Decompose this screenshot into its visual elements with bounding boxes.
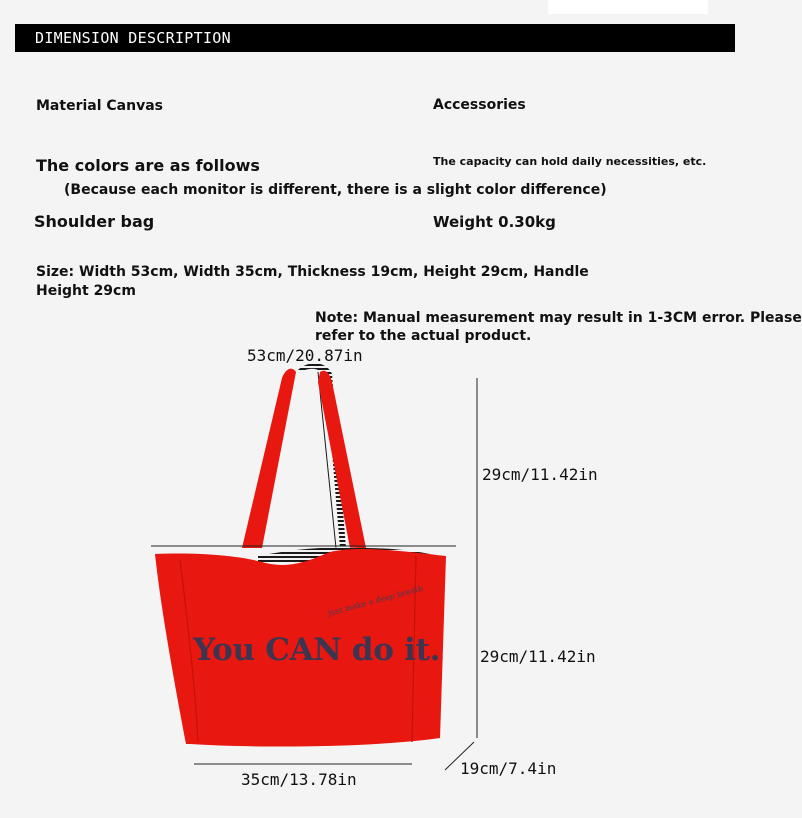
top-width-label: 53cm/20.87in xyxy=(247,346,363,365)
section-header: DIMENSION DESCRIPTION xyxy=(15,24,735,52)
size-line-1: Size: Width 53cm, Width 35cm, Thickness 19cm, Height 29cm, Handle xyxy=(36,264,589,280)
color-note: (Because each monitor is different, there is a slight color difference) xyxy=(64,182,607,198)
colors-label: The colors are as follows xyxy=(36,156,260,175)
bag-print-main: You CAN do it. xyxy=(193,632,441,668)
capacity-label: The capacity can hold daily necessities, etc. xyxy=(433,155,707,168)
size-line-2: Height 29cm xyxy=(36,283,136,299)
bottom-width-label: 35cm/13.78in xyxy=(241,770,357,789)
thickness-label: 19cm/7.4in xyxy=(460,759,557,778)
note-line-2: refer to the actual product. xyxy=(315,328,532,344)
bag-handle-left xyxy=(242,369,296,548)
style-label: Shoulder bag xyxy=(34,212,155,231)
material-label: Material Canvas xyxy=(36,98,163,114)
body-height-label: 29cm/11.42in xyxy=(480,647,596,666)
handle-height-label: 29cm/11.42in xyxy=(482,465,598,484)
accessories-label: Accessories xyxy=(433,97,526,113)
note-line-1: Note: Manual measurement may result in 1-3CM error. Please xyxy=(315,310,802,326)
bag-print-small: just make a deep breath xyxy=(326,583,425,618)
weight-label: Weight 0.30kg xyxy=(433,213,556,231)
